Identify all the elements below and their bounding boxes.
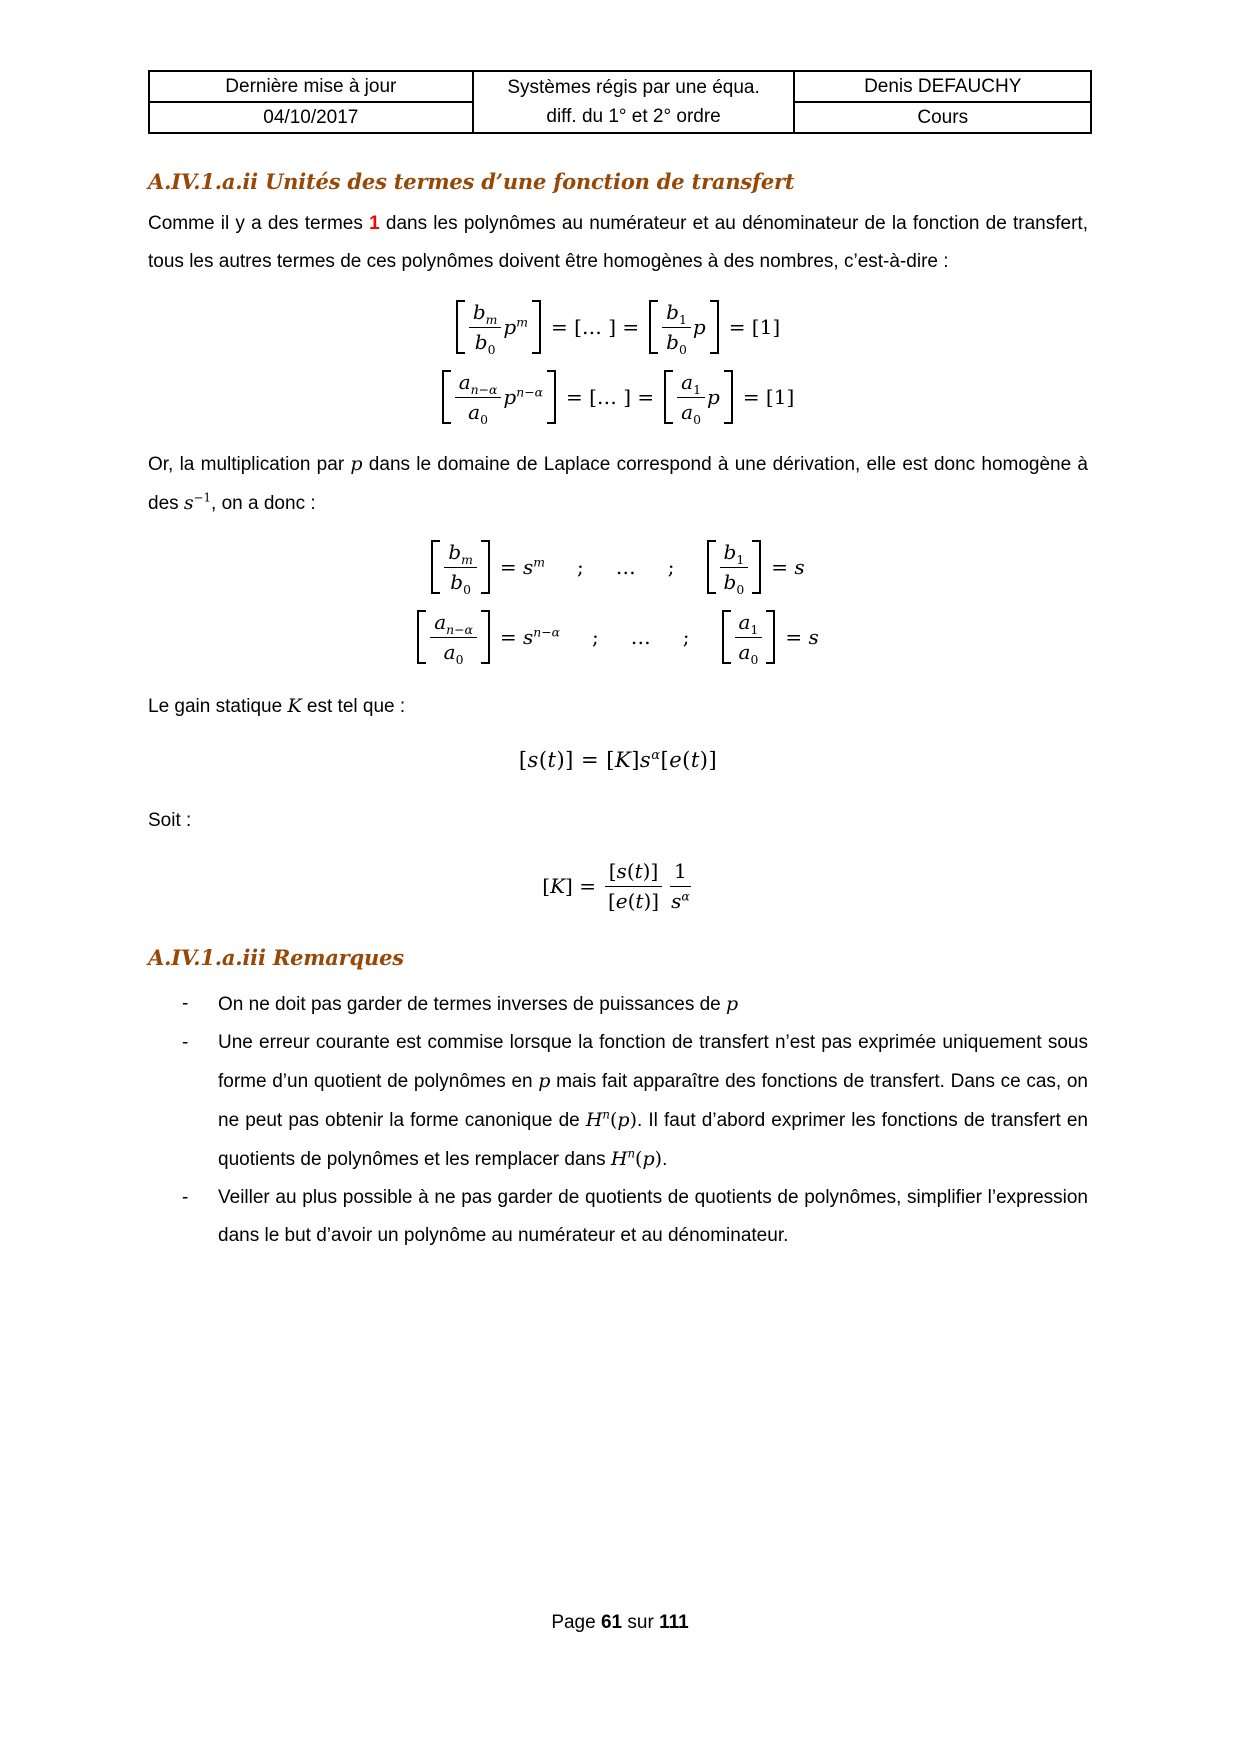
left-bracket-shape	[431, 540, 440, 594]
equation-gain-expression	[148, 858, 1088, 914]
header-author: Denis DEFAUCHY	[794, 71, 1091, 102]
fraction-denominator: $s^\alpha$	[671, 888, 690, 913]
bullet-text	[218, 1024, 1088, 1179]
bracket-group	[649, 299, 719, 355]
fraction	[735, 609, 763, 665]
right-bracket-shape	[547, 370, 556, 424]
intro-text-2: dans les polynômes au numérateur et au dénominateur de la fonction de transfert, tous les autres termes de ces polynômes doivent être homogènes à des nombres, c’est-à-dire :	[148, 213, 1088, 272]
header-course-line1: Systèmes régis par une équa.	[507, 77, 760, 98]
fraction-denominator: $b_0$	[474, 330, 496, 357]
left-bracket-shape	[649, 300, 658, 354]
fraction-denominator: $b_0$	[666, 330, 687, 357]
equation-rhs: = $s^m$	[499, 554, 546, 579]
fraction	[604, 858, 663, 914]
power-term: $p^{n-\alpha}$	[503, 384, 543, 409]
list-item	[182, 1179, 1088, 1255]
left-bracket-shape	[417, 610, 426, 664]
header-course-title	[473, 71, 795, 133]
left-bracket-shape	[456, 300, 465, 354]
page-footer	[0, 1612, 1240, 1634]
separator-semicolon: ;	[682, 625, 690, 649]
equation-rhs: = s	[785, 625, 819, 649]
header-updated-date: 04/10/2017	[149, 102, 473, 133]
equation-rhs: = $s^{n-\alpha}$	[499, 624, 561, 649]
power-term: p	[707, 385, 720, 409]
left-bracket-shape	[442, 370, 451, 424]
equation-body: $[s(t)] = [K]s^\alpha[e(t)]$	[518, 748, 718, 772]
section-heading-remarks: A.IV.1.a.iii Remarques	[148, 945, 404, 970]
math-p: p	[350, 453, 363, 475]
right-bracket-shape	[481, 610, 490, 664]
right-bracket-shape	[710, 300, 719, 354]
section-heading-units: A.IV.1.a.ii Unités des termes d’une fonction de transfert	[148, 169, 795, 194]
fraction-denominator: $b_0$	[723, 570, 745, 597]
bracket-group	[456, 299, 541, 355]
left-bracket-shape	[707, 540, 716, 594]
left-bracket-shape	[664, 370, 673, 424]
header-table	[148, 70, 1092, 134]
equation-gain-definition	[148, 748, 1088, 772]
equation-rhs: = s	[771, 555, 805, 579]
math-K: K	[287, 695, 302, 717]
bracket-group	[722, 609, 776, 665]
footer-separator: sur	[622, 1612, 660, 1633]
bullet-text	[218, 1179, 1088, 1255]
laplace-text-2: dans le domaine de Laplace correspond à une dérivation, elle est donc homogène à des	[148, 454, 1088, 514]
fraction	[720, 539, 749, 595]
fraction-denominator: $a_0$	[738, 640, 759, 667]
separator-semicolon: ;	[577, 555, 584, 579]
bracket-group	[417, 609, 490, 665]
right-bracket-shape	[766, 610, 775, 664]
math-s-inverse: $s^{-1}$	[183, 490, 212, 514]
remark2-text-2: mais fait apparaître des fonctions de transfert. Dans ce cas, on ne peut pas obtenir la forme canonique de	[218, 1071, 1088, 1131]
equation-middle: = [… ] =	[550, 315, 640, 339]
fraction-numerator: $b_m$	[469, 299, 502, 328]
remark2-text-4: .	[662, 1149, 668, 1170]
bullet-dash: -	[182, 1032, 189, 1053]
math-p: p	[538, 1070, 551, 1092]
equation-homogeneity-b	[148, 539, 1088, 595]
paragraph-laplace	[148, 445, 1088, 523]
remarks-list	[182, 985, 1088, 1255]
fraction	[455, 369, 502, 425]
remark2-text-3: . Il faut d’abord exprimer les fonctions de transfert en quotients de polynômes et les remplacer dans	[218, 1110, 1088, 1170]
fraction-denominator: [e(t)]	[607, 889, 660, 913]
math-Hn-p: $H^n(p)$	[585, 1107, 638, 1131]
equation-lhs: [K] =	[542, 874, 596, 898]
fraction-numerator: $b_1$	[662, 299, 691, 328]
footer-prefix: Page	[551, 1612, 601, 1633]
fraction-numerator: $a_1$	[735, 609, 763, 638]
equation-units-denominator	[148, 369, 1088, 425]
equation-end: = [1]	[742, 385, 795, 409]
remark3-text: Veiller au plus possible à ne pas garder de quotients de quotients de polynômes, simplifier l’expression dans le but d’avoir un polynôme au numérateur et au dénominateur.	[218, 1187, 1088, 1246]
fraction-numerator: 1	[670, 858, 691, 887]
fraction-denominator: $a_0$	[468, 400, 488, 427]
separator-semicolon: ;	[592, 625, 599, 649]
footer-total-pages: 111	[659, 1612, 689, 1633]
bracket-group	[707, 539, 762, 595]
fraction	[677, 369, 705, 425]
separator-semicolon: ;	[667, 555, 675, 579]
right-bracket-shape	[724, 370, 733, 424]
right-bracket-shape	[532, 300, 541, 354]
fraction-numerator: $b_m$	[444, 539, 477, 568]
intro-text-1: Comme il y a des termes	[148, 213, 370, 234]
laplace-text-3: , on a donc :	[211, 493, 316, 514]
fraction-numerator: $a_1$	[677, 369, 705, 398]
paragraph-soit	[148, 802, 1088, 840]
equation-homogeneity-a	[148, 609, 1088, 665]
red-one: 1	[369, 213, 380, 234]
footer-page-number: 61	[600, 1612, 623, 1633]
list-item	[182, 985, 1088, 1024]
header-updated-label: Dernière mise à jour	[149, 71, 473, 102]
soit-label: Soit :	[148, 810, 192, 831]
equation-units-numerator	[148, 299, 1088, 355]
fraction-numerator: $a_{n-\alpha}$	[455, 369, 502, 398]
bracket-group	[664, 369, 733, 425]
power-term: $p^m$	[503, 314, 528, 339]
fraction-numerator: $a_{n-\alpha}$	[430, 609, 477, 638]
gain-text-2: est tel que :	[301, 696, 406, 717]
right-bracket-shape	[481, 540, 490, 594]
paragraph-intro	[148, 205, 1088, 281]
remark1-text: On ne doit pas garder de termes inverses de puissances de	[218, 994, 727, 1015]
bracket-group	[431, 539, 490, 595]
fraction-denominator: $b_0$	[450, 570, 471, 597]
left-bracket-shape	[722, 610, 731, 664]
fraction-numerator: $b_1$	[720, 539, 749, 568]
separator-dots: …	[630, 625, 651, 649]
fraction	[444, 539, 477, 595]
equation-end: = [1]	[728, 315, 781, 339]
header-doc-type: Cours	[794, 102, 1091, 133]
fraction	[667, 858, 694, 914]
math-p: p	[726, 993, 739, 1015]
fraction-denominator: $a_0$	[443, 640, 464, 667]
gain-text-1: Le gain statique	[148, 696, 288, 717]
fraction	[469, 299, 502, 355]
header-course-line2: diff. du 1° et 2° ordre	[546, 106, 721, 127]
list-item	[182, 1024, 1088, 1179]
paragraph-gain	[148, 687, 1088, 726]
math-Hn-p: $H^n(p)$	[610, 1146, 663, 1170]
fraction	[430, 609, 477, 665]
remark2-text-1: Une erreur courante est commise lorsque la fonction de transfert n’est pas exprimée uniquement sous forme d’un quotient de polynômes en	[218, 1032, 1088, 1092]
bullet-text	[218, 985, 1088, 1024]
bracket-group	[442, 369, 556, 425]
fraction-denominator: $a_0$	[681, 400, 701, 427]
laplace-text-1: Or, la multiplication par	[148, 454, 351, 475]
power-term: p	[692, 315, 706, 339]
bullet-dash: -	[182, 1187, 189, 1208]
separator-dots: …	[615, 555, 636, 579]
fraction	[662, 299, 691, 355]
bullet-dash: -	[182, 993, 189, 1014]
right-bracket-shape	[752, 540, 761, 594]
equation-middle: = [… ] =	[565, 385, 655, 409]
fraction-numerator: [s(t)]	[605, 858, 663, 887]
